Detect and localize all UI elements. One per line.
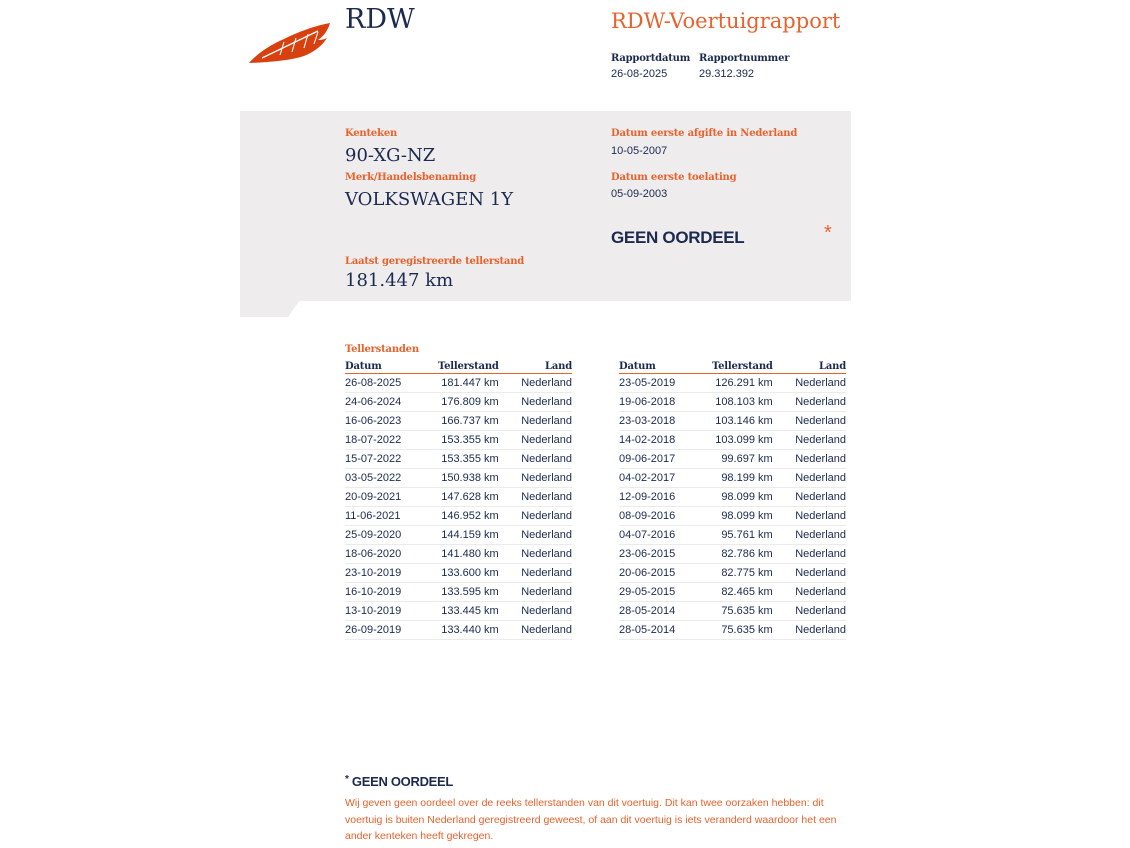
- col-odometer-header: Tellerstand: [438, 361, 499, 372]
- reading-row: [345, 621, 572, 640]
- reading-row: [619, 621, 846, 640]
- reading-country: Nederland: [773, 526, 846, 545]
- reading-odometer: 82.786 km: [712, 545, 773, 564]
- reading-country: Nederland: [773, 564, 846, 583]
- reading-country: Nederland: [499, 507, 572, 526]
- reading-date: 04-07-2016: [619, 526, 712, 545]
- reading-country: Nederland: [499, 564, 572, 583]
- reading-row: [619, 488, 846, 507]
- report-date-label: Rapportdatum: [611, 53, 691, 64]
- reading-row: [345, 431, 572, 450]
- first-issue-nl-label: Datum eerste afgifte in Nederland: [611, 128, 798, 139]
- reading-row: [345, 545, 572, 564]
- reading-row: [345, 583, 572, 602]
- reading-odometer: 133.600 km: [438, 564, 499, 583]
- reading-country: Nederland: [499, 374, 572, 393]
- reading-row: [345, 412, 572, 431]
- reading-row: [619, 431, 846, 450]
- reading-odometer: 98.099 km: [712, 488, 773, 507]
- readings-title: Tellerstanden: [345, 344, 419, 355]
- reading-odometer: 153.355 km: [438, 431, 499, 450]
- reading-odometer: 82.465 km: [712, 583, 773, 602]
- plate-label: Kenteken: [345, 128, 398, 139]
- rdw-leaf-logo-icon: [248, 20, 332, 65]
- reading-date: 12-09-2016: [619, 488, 712, 507]
- reading-date: 13-10-2019: [345, 602, 438, 621]
- brand-value: VOLKSWAGEN 1Y: [345, 189, 514, 210]
- report-title: RDW-Voertuigrapport: [611, 9, 841, 33]
- reading-odometer: 99.697 km: [712, 450, 773, 469]
- reading-date: 20-09-2021: [345, 488, 438, 507]
- reading-row: [619, 507, 846, 526]
- reading-date: 23-10-2019: [345, 564, 438, 583]
- reading-date: 26-09-2019: [345, 621, 438, 640]
- reading-odometer: 103.146 km: [712, 412, 773, 431]
- reading-date: 19-06-2018: [619, 393, 712, 412]
- reading-row: [619, 545, 846, 564]
- reading-date: 25-09-2020: [345, 526, 438, 545]
- reading-country: Nederland: [499, 602, 572, 621]
- reading-odometer: 133.595 km: [438, 583, 499, 602]
- reading-row: [619, 564, 846, 583]
- footnote-title: [345, 774, 453, 789]
- reading-country: Nederland: [499, 583, 572, 602]
- reading-country: Nederland: [499, 621, 572, 640]
- reading-row: [345, 526, 572, 545]
- reading-odometer: 103.099 km: [712, 431, 773, 450]
- readings-table-left: [345, 361, 572, 640]
- plate-value: 90-XG-NZ: [345, 145, 436, 166]
- reading-date: 11-06-2021: [345, 507, 438, 526]
- reading-date: 14-02-2018: [619, 431, 712, 450]
- reading-country: Nederland: [499, 526, 572, 545]
- reading-country: Nederland: [499, 488, 572, 507]
- reading-row: [345, 374, 572, 393]
- reading-date: 23-06-2015: [619, 545, 712, 564]
- reading-date: 26-08-2025: [345, 374, 438, 393]
- reading-country: Nederland: [499, 450, 572, 469]
- reading-odometer: 153.355 km: [438, 450, 499, 469]
- summary-panel: [240, 111, 851, 301]
- reading-date: 20-06-2015: [619, 564, 712, 583]
- reading-row: [345, 469, 572, 488]
- reading-row: [345, 393, 572, 412]
- reading-odometer: 75.635 km: [712, 602, 773, 621]
- reading-country: Nederland: [773, 602, 846, 621]
- reading-country: Nederland: [773, 507, 846, 526]
- readings-table-right: [619, 361, 846, 640]
- summary-panel-tab: [240, 300, 300, 317]
- reading-date: 03-05-2022: [345, 469, 438, 488]
- reading-odometer: 95.761 km: [712, 526, 773, 545]
- first-issue-nl-value: 10-05-2007: [611, 145, 668, 157]
- reading-row: [345, 488, 572, 507]
- reading-date: 04-02-2017: [619, 469, 712, 488]
- reading-row: [619, 602, 846, 621]
- reading-country: Nederland: [773, 583, 846, 602]
- reading-odometer: 166.737 km: [438, 412, 499, 431]
- reading-country: Nederland: [499, 469, 572, 488]
- footnote-line: voertuig is buiten Nederland geregistreerd geweest, of aan dit voertuig is iets veranderd waardoor het een: [345, 813, 837, 826]
- reading-odometer: 108.103 km: [712, 393, 773, 412]
- reading-country: Nederland: [499, 431, 572, 450]
- first-admission-label: Datum eerste toelating: [611, 172, 737, 183]
- reading-row: [619, 526, 846, 545]
- reading-date: 16-06-2023: [345, 412, 438, 431]
- footnote-line: Wij geven geen oordeel over de reeks tellerstanden van dit voertuig. Dit kan twee oorzaken hebben: dit: [345, 797, 824, 809]
- reading-date: 08-09-2016: [619, 507, 712, 526]
- reading-odometer: 147.628 km: [438, 488, 499, 507]
- footnote-text: [345, 795, 865, 845]
- reading-odometer: 82.775 km: [712, 564, 773, 583]
- reading-odometer: 133.445 km: [438, 602, 499, 621]
- reading-row: [619, 450, 846, 469]
- reading-date: 09-06-2017: [619, 450, 712, 469]
- col-country-header: Land: [499, 361, 572, 374]
- reading-country: Nederland: [773, 450, 846, 469]
- reading-row: [345, 564, 572, 583]
- verdict: GEEN OORDEEL: [611, 228, 745, 247]
- reading-row: [619, 374, 846, 393]
- reading-date: 23-05-2019: [619, 374, 712, 393]
- col-country-header: Land: [773, 361, 846, 374]
- reading-country: Nederland: [499, 545, 572, 564]
- reading-date: 28-05-2014: [619, 602, 712, 621]
- reading-country: Nederland: [773, 545, 846, 564]
- footnote-title-text: GEEN OORDEEL: [351, 774, 454, 789]
- reading-odometer: 150.938 km: [438, 469, 499, 488]
- reading-odometer: 176.809 km: [438, 393, 499, 412]
- reading-country: Nederland: [773, 621, 846, 640]
- reading-country: Nederland: [773, 488, 846, 507]
- report-number-label: Rapportnummer: [699, 53, 790, 64]
- brand-name: RDW: [345, 4, 415, 35]
- reading-row: [619, 393, 846, 412]
- reading-odometer: 141.480 km: [438, 545, 499, 564]
- reading-country: Nederland: [499, 393, 572, 412]
- footnote-marker: *: [345, 774, 349, 785]
- reading-odometer: 98.199 km: [712, 469, 773, 488]
- reading-row: [345, 602, 572, 621]
- reading-odometer: 133.440 km: [438, 621, 499, 640]
- first-admission-value: 05-09-2003: [611, 188, 668, 200]
- reading-odometer: 144.159 km: [438, 526, 499, 545]
- reading-odometer: 98.099 km: [712, 507, 773, 526]
- reading-country: Nederland: [773, 412, 846, 431]
- footnote-line: ander kenteken heeft gekregen.: [345, 830, 494, 842]
- reading-odometer: 181.447 km: [438, 374, 499, 393]
- report-date: 26-08-2025: [611, 68, 668, 80]
- col-odometer-header: Tellerstand: [712, 361, 773, 372]
- reading-row: [619, 583, 846, 602]
- reading-country: Nederland: [773, 393, 846, 412]
- reading-row: [345, 450, 572, 469]
- reading-date: 18-06-2020: [345, 545, 438, 564]
- last-odometer-label: Laatst geregistreerde tellerstand: [345, 256, 525, 267]
- last-odometer-value: 181.447 km: [345, 270, 454, 291]
- reading-date: 24-06-2024: [345, 393, 438, 412]
- reading-country: Nederland: [499, 412, 572, 431]
- reading-country: Nederland: [773, 469, 846, 488]
- reading-date: 15-07-2022: [345, 450, 438, 469]
- reading-row: [345, 507, 572, 526]
- verdict-marker: *: [824, 222, 832, 244]
- reading-country: Nederland: [773, 431, 846, 450]
- reading-date: 28-05-2014: [619, 621, 712, 640]
- reading-odometer: 126.291 km: [712, 374, 773, 393]
- reading-odometer: 75.635 km: [712, 621, 773, 640]
- reading-row: [619, 412, 846, 431]
- brand-label: Merk/Handelsbenaming: [345, 172, 477, 183]
- reading-row: [619, 469, 846, 488]
- reading-country: Nederland: [773, 374, 846, 393]
- reading-date: 16-10-2019: [345, 583, 438, 602]
- reading-odometer: 146.952 km: [438, 507, 499, 526]
- reading-date: 29-05-2015: [619, 583, 712, 602]
- col-date-header: Datum: [345, 361, 438, 374]
- report-number: 29.312.392: [699, 68, 755, 80]
- reading-date: 18-07-2022: [345, 431, 438, 450]
- reading-date: 23-03-2018: [619, 412, 712, 431]
- col-date-header: Datum: [619, 361, 712, 374]
